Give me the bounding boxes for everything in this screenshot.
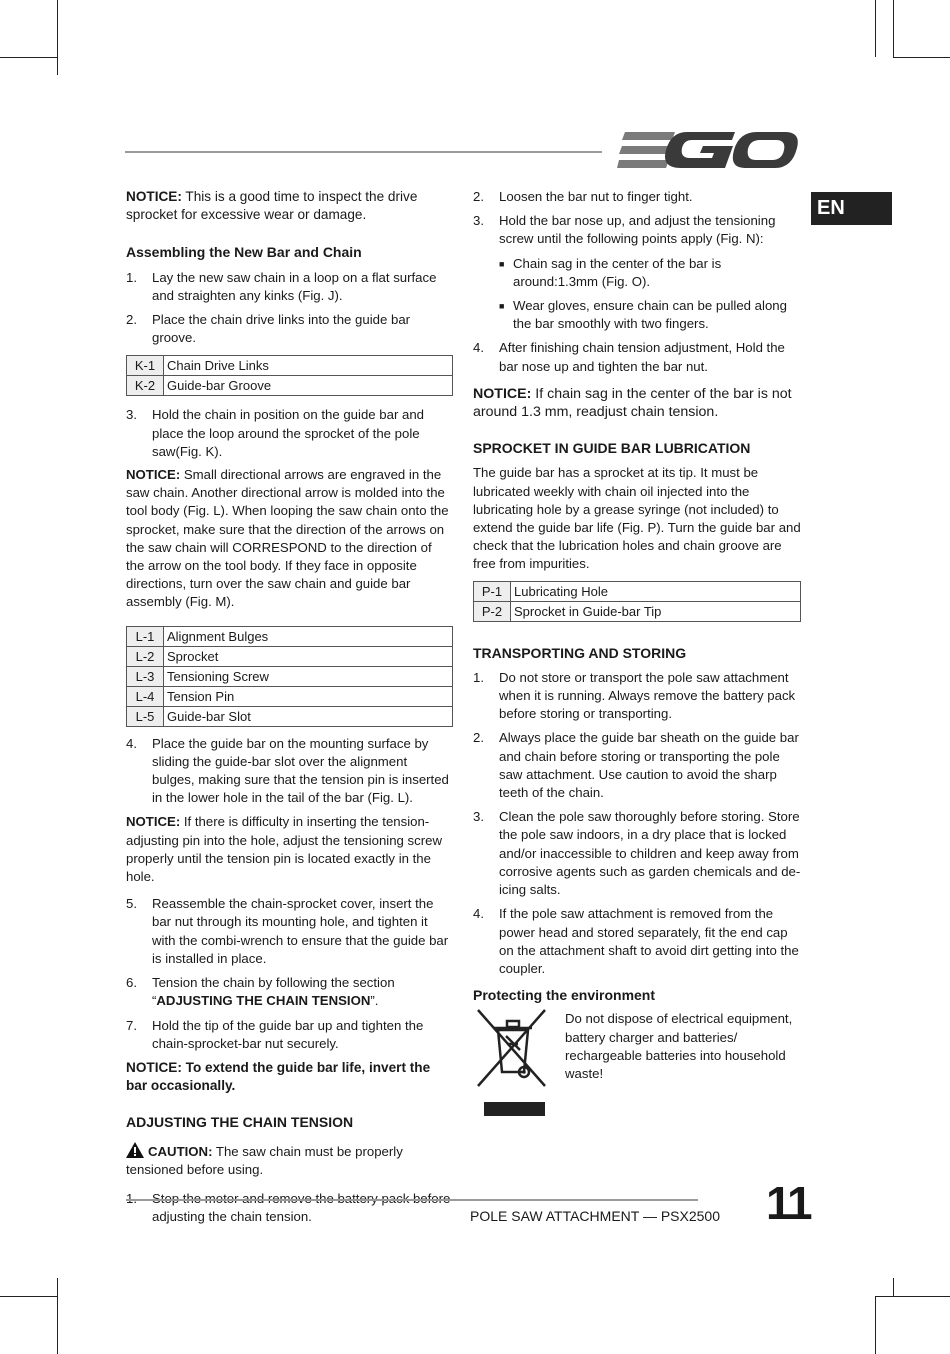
section-heading: SPROCKET IN GUIDE BAR LUBRICATION (473, 440, 751, 457)
weee-bin-icon (474, 1006, 549, 1118)
section-heading: ADJUSTING THE CHAIN TENSION (126, 1114, 354, 1131)
notice-paragraph (126, 813, 453, 886)
step-number: 4. (473, 340, 484, 356)
list-item (473, 905, 801, 978)
step-text: After finishing chain tension adjustment, Hold the bar nose up and tighten the bar nut. (499, 340, 785, 374)
environment-text: Do not dispose of electrical equipment, battery charger and batteries/ rechargeable batteries into household waste! (565, 1011, 793, 1081)
notice-label: NOTICE: (126, 467, 181, 483)
caution-paragraph (126, 1142, 453, 1179)
step-list (126, 269, 453, 348)
left-column (126, 188, 453, 1226)
step-number: 1. (126, 269, 137, 285)
notice-text: To extend the guide bar life, invert the bar occasionally. (126, 1059, 431, 1094)
ego-logo (617, 130, 799, 170)
step-text: Loosen the bar nut to finger tight. (499, 189, 693, 204)
parts-table (126, 355, 453, 396)
table-row (127, 686, 453, 706)
list-item (126, 974, 453, 1010)
list-item (126, 311, 453, 347)
bullet-square-icon: ■ (499, 258, 505, 269)
list-item (126, 406, 453, 461)
notice-label: NOTICE: (126, 814, 181, 830)
notice-label: NOTICE: (473, 385, 532, 402)
crop-mark (875, 0, 876, 57)
list-item (473, 339, 801, 375)
bullet-square-icon: ■ (499, 301, 505, 312)
list-item (473, 729, 801, 802)
notice-label: NOTICE: (126, 1059, 182, 1075)
section-heading: Assembling the New Bar and Chain (126, 244, 362, 261)
step-text: If the pole saw attachment is removed from the power head and stored separately, fit the end cap on the attachment shaft to avoid dirt getting into the coupler. (499, 906, 799, 976)
step-number: 4. (126, 735, 137, 751)
footer-rule (126, 1199, 698, 1201)
notice-text: Small directional arrows are engraved in the saw chain. Another directional arrow is molded into the tool body (Fig. L). When looping the saw chain onto the sprocket, make sure that the direction of the arrows on the saw chain will CORRESPOND to the direction of the arrow on the tool body. If they face in opposite directions, turn over the saw chain and guide bar assembly (Fig. M). (126, 467, 449, 610)
caution-label: CAUTION: (148, 1143, 213, 1159)
part-key: P-2 (474, 601, 511, 621)
step-text: adjusting the chain tension. (152, 1209, 312, 1225)
section-heading: Protecting the environment (473, 987, 656, 1004)
notice-text: If there is difficulty in inserting the tension-adjusting pin into the hole, adjust the tensioning screw properly until the tension pin is located exactly in the hole. (126, 814, 442, 885)
step-number: 3. (473, 809, 484, 825)
crop-mark (0, 57, 57, 58)
notice-paragraph (126, 188, 453, 224)
header-rule (125, 151, 602, 153)
crop-mark (893, 0, 894, 57)
step-number (126, 1190, 152, 1226)
language-tab: EN (811, 192, 892, 225)
step-number: 3. (473, 213, 484, 229)
crop-mark (57, 1278, 58, 1354)
list-item (126, 1017, 453, 1053)
part-key: L-3 (127, 666, 164, 686)
table-row (127, 356, 453, 376)
part-name: Tension Pin (164, 686, 453, 706)
crop-mark (893, 57, 950, 58)
step-text: Hold the chain in position on the guide bar and place the loop around the sprocket of the pole saw(Fig. K). (152, 407, 425, 459)
parts-table (473, 581, 801, 622)
table-row (127, 376, 453, 396)
footer-title: POLE SAW ATTACHMENT — PSX2500 (470, 1208, 720, 1224)
list-item (473, 188, 801, 206)
part-name: Sprocket (164, 646, 453, 666)
body-paragraph: The guide bar has a sprocket at its tip. It must be lubricated weekly with chain oil injected into the lubricating hole by a grease syringe (not included) to extend the guide bar life (Fig. P). Turn the guide bar and check that the lubrication holes and chain groove are free from impurities. (473, 465, 801, 572)
crop-mark (0, 1296, 57, 1297)
table-row (127, 706, 453, 726)
step-number: 2. (473, 730, 484, 746)
table-row (474, 601, 801, 621)
step-text: Lay the new saw chain in a loop on a flat surface and straighten any kinks (Fig. J). (152, 269, 437, 303)
right-column (473, 188, 801, 1083)
part-name: Guide-bar Slot (164, 706, 453, 726)
crop-mark (893, 1278, 894, 1296)
list-item (126, 735, 453, 808)
part-key: K-2 (127, 376, 164, 396)
page-number: 11 (766, 1177, 811, 1229)
table-row (127, 626, 453, 646)
bullet-text: Wear gloves, ensure chain can be pulled along the bar smoothly with two fingers. (513, 298, 787, 332)
notice-text: If chain sag in the center of the bar is not around 1.3 mm, readjust chain tension. (473, 385, 792, 421)
part-key: L-2 (127, 646, 164, 666)
list-item (473, 212, 801, 248)
bullet-text: Chain sag in the center of the bar is around:1.3mm (Fig. O). (513, 255, 722, 289)
step-number: 4. (473, 906, 484, 922)
step-text: Do not store or transport the pole saw attachment when it is running. Always remove the battery pack before storing or transporting. (499, 669, 796, 722)
part-name: Lubricating Hole (511, 581, 801, 601)
step-list (473, 669, 801, 978)
list-item (473, 669, 801, 724)
list-item (473, 808, 801, 899)
step-number: 6. (126, 975, 137, 991)
step-number: 3. (126, 407, 137, 423)
list-item (126, 269, 453, 305)
part-name: Guide-bar Groove (164, 376, 453, 396)
list-item (126, 895, 453, 968)
section-heading: TRANSPORTING AND STORING (473, 644, 687, 661)
step-text: Clean the pole saw thoroughly before storing. Store the pole saw indoors, in a dry place that is locked and/or inaccessible to children and keep away from corrosive agents such as garden chemicals and de-icing salts. (499, 809, 801, 898)
notice-paragraph (126, 1059, 453, 1095)
step-text-pre: Tension the chain by following the section “ (152, 975, 395, 1009)
crop-mark (875, 1296, 876, 1354)
notice-label: NOTICE: (126, 189, 182, 204)
part-key: L-1 (127, 626, 164, 646)
part-key: L-4 (127, 686, 164, 706)
warning-icon (126, 1142, 144, 1158)
step-number: 2. (473, 189, 484, 204)
notice-text: This is a good time to inspect the drive sprocket for excessive wear or damage. (126, 189, 418, 223)
table-row (127, 646, 453, 666)
step-text: Always place the guide bar sheath on the guide bar and chain before storing or transporting the pole saw attachment. Use caution to avoid the sharp teeth of the chain. (499, 730, 799, 801)
step-text: Hold the bar nose up, and adjust the tensioning screw until the following points apply (Fig. N): (499, 213, 776, 247)
table-row (474, 581, 801, 601)
step-number: 1. (473, 669, 484, 685)
step-number: 7. (126, 1017, 137, 1033)
notice-paragraph (473, 385, 801, 421)
step-text: Place the guide bar on the mounting surface by sliding the guide-bar slot over the alignment bulges, making sure that the tension pin is inserted in the lower hole in the tail of the bar (Fig. L). (152, 735, 449, 806)
part-name: Alignment Bulges (164, 626, 453, 646)
step-text: Place the chain drive links into the guide bar groove. (152, 312, 411, 346)
step-text: Reassemble the chain-sprocket cover, insert the bar nut through its mounting hole, and tighten it with the combi-wrench to ensure that the guide bar is installed in place. (152, 896, 449, 966)
table-row (127, 666, 453, 686)
notice-paragraph (126, 466, 453, 612)
part-key: L-5 (127, 706, 164, 726)
caution-text: The saw chain must be properly tensioned before using. (126, 1143, 403, 1177)
part-name: Chain Drive Links (164, 356, 453, 376)
part-name: Tensioning Screw (164, 666, 453, 686)
list-item (126, 1190, 453, 1226)
step-number: 2. (126, 312, 137, 328)
crop-mark (57, 0, 58, 75)
parts-table (126, 626, 453, 727)
step-text-post: ”. (370, 993, 379, 1009)
part-key: P-1 (474, 581, 511, 601)
step-text: Hold the tip of the guide bar up and tighten the chain-sprocket-bar nut securely. (152, 1017, 424, 1051)
step-text (152, 974, 453, 1010)
step-number: 5. (126, 896, 137, 912)
section-reference: ADJUSTING THE CHAIN TENSION (156, 993, 371, 1009)
bullet-item (473, 255, 801, 291)
part-key: K-1 (127, 356, 164, 376)
part-name: Sprocket in Guide-bar Tip (511, 601, 801, 621)
bullet-item (473, 297, 801, 333)
crop-mark (875, 1296, 950, 1297)
